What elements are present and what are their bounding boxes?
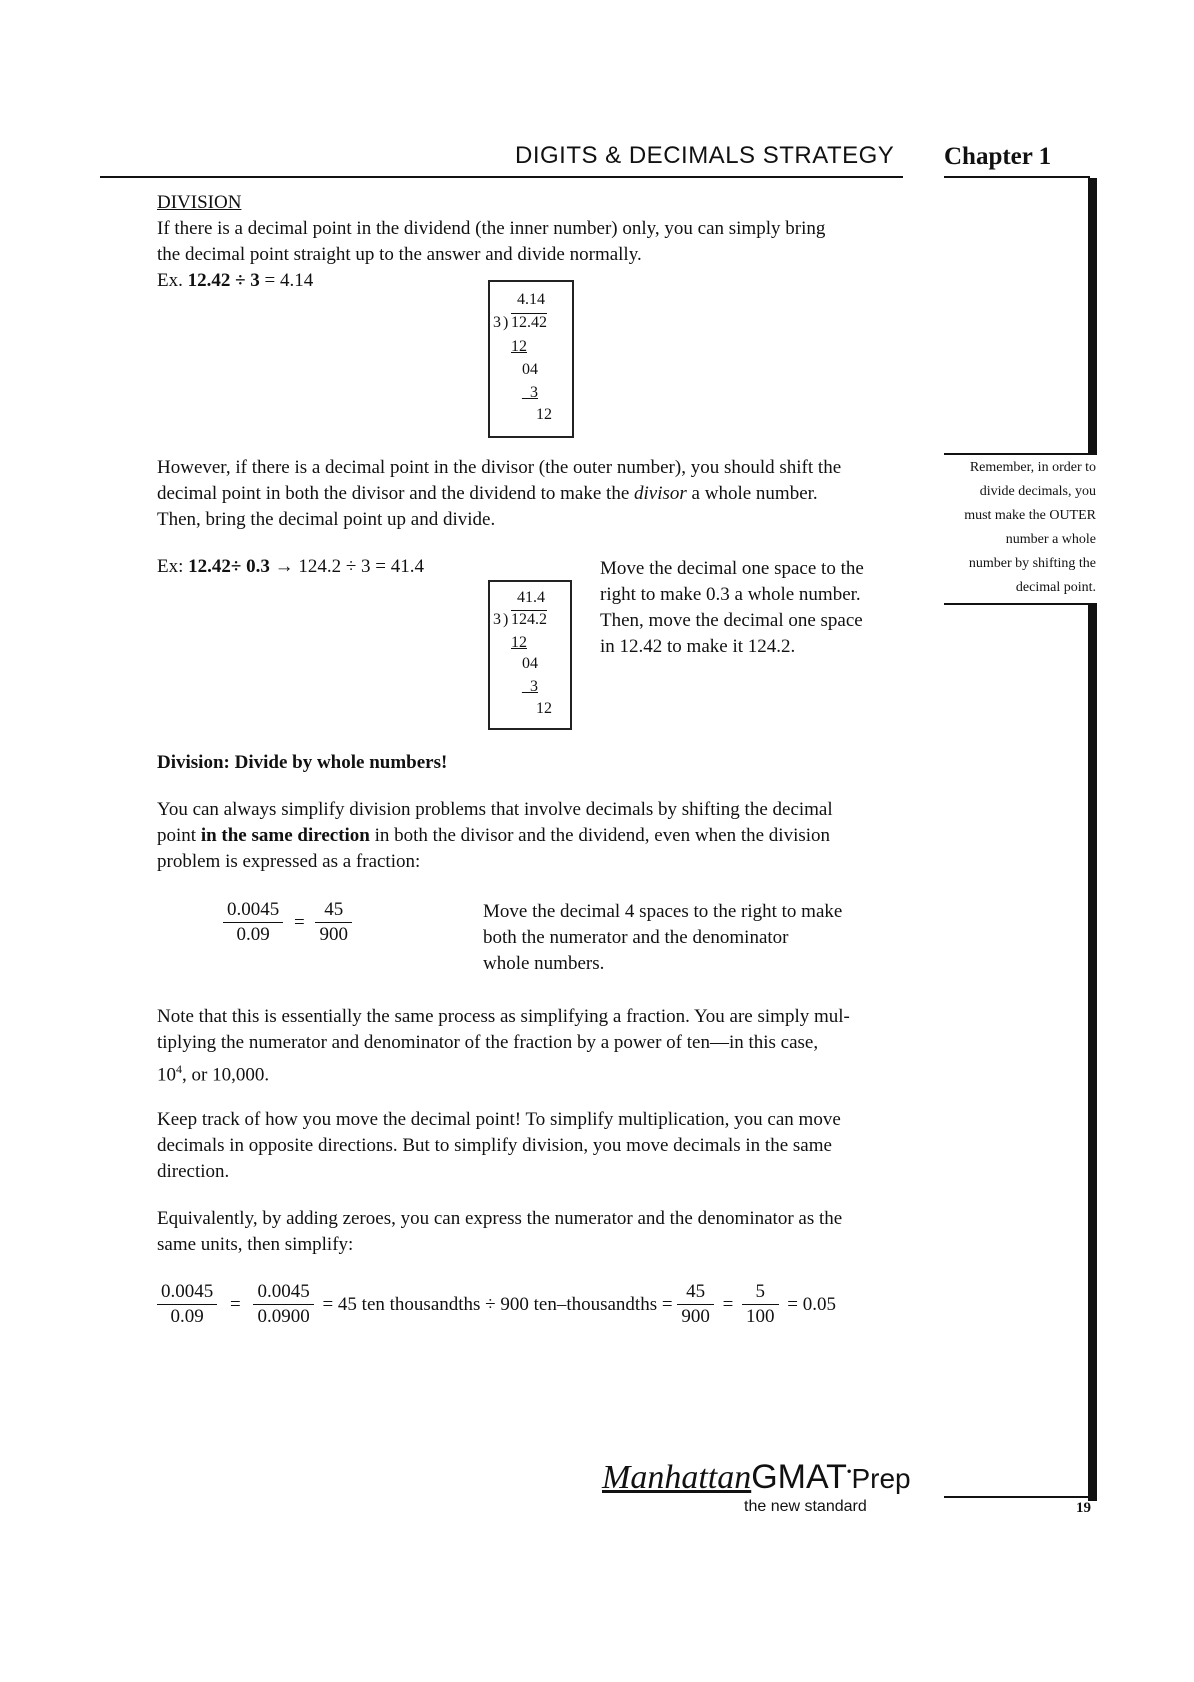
step3-1: _3 — [522, 384, 538, 401]
sidebar-line2: divide decimals, you — [979, 484, 1096, 499]
equals-sign: = — [722, 1293, 734, 1315]
step2-1: 04 — [522, 361, 538, 378]
keep-track-line2: decimals in opposite directions. But to simplify division, you move decimals in the same — [157, 1135, 832, 1156]
division-bracket-2: ) — [503, 611, 509, 628]
sidebar-line5: number by shifting the — [968, 556, 1096, 571]
sidebar-line6: decimal point. — [1015, 580, 1096, 595]
move-4-line1: Move the decimal 4 spaces to the right to make — [483, 901, 843, 922]
fraction-numerator: 5 — [742, 1280, 779, 1305]
equals-sign: = — [230, 1293, 241, 1315]
fraction-denominator: 0.0900 — [257, 1306, 310, 1327]
move-note-line4: in 12.42 to make it 124.2. — [600, 636, 796, 657]
fraction-example — [223, 898, 352, 947]
move-4-line2: both the numerator and the denominator — [483, 927, 789, 948]
division-heading: DIVISION — [157, 192, 242, 213]
move-note-line1: Move the decimal one space to the — [600, 558, 864, 579]
note-line3-rest: , or 10,000. — [182, 1064, 270, 1086]
page-number: 19 — [1076, 1500, 1091, 1516]
header-rule — [100, 176, 903, 178]
division-bracket-1: ) — [503, 314, 509, 331]
brand-dot: • — [846, 1463, 852, 1479]
dividend-1: 12.42 — [511, 314, 547, 331]
divisor-para-line2 — [157, 481, 818, 507]
division-intro-line1: If there is a decimal point in the dividend (the inner number) only, you can simply bring — [157, 218, 826, 239]
fraction-denominator: 900 — [681, 1306, 710, 1327]
margin-bar-bottom — [1088, 603, 1097, 1501]
sidebar-line4: number a whole — [1005, 532, 1096, 547]
step2-2: 04 — [522, 655, 538, 672]
sidebar-line3: must make the OUTER — [964, 508, 1096, 523]
fraction-numerator: 0.0045 — [223, 898, 283, 923]
keep-track-line1: Keep track of how you move the decimal point! To simplify multiplication, you can move — [157, 1109, 841, 1130]
brand-logo — [602, 1458, 911, 1497]
divisor-para-line2-end: a whole number. — [686, 483, 818, 504]
simplify-para-line2-post: in both the divisor and the dividend, even when the division — [369, 825, 831, 846]
step3-1-value: 3 — [530, 384, 538, 401]
quotient-1: 4.14 — [517, 291, 545, 308]
note-line2: tiplying the numerator and denominator of the fraction by a power of ten—in this case, — [157, 1032, 819, 1053]
note-line1: Note that this is essentially the same process as simplifying a fraction. You are simply mul- — [157, 1006, 850, 1027]
equals-sign: = — [294, 911, 305, 933]
simplify-para-line3: problem is expressed as a fraction: — [157, 851, 421, 872]
fraction-denominator: 0.09 — [170, 1306, 204, 1327]
fraction-d — [742, 1280, 779, 1329]
dividend-2: 124.2 — [511, 611, 547, 628]
fraction-a — [157, 1280, 217, 1329]
equivalently-line1: Equivalently, by adding zeroes, you can express the numerator and the denominator as the — [157, 1208, 843, 1229]
power-base: 10 — [157, 1064, 176, 1086]
brand-tagline: the new standard — [744, 1498, 867, 1515]
move-note-line2: right to make 0.3 a whole number. — [600, 584, 861, 605]
fraction-denominator: 100 — [746, 1306, 775, 1327]
fraction-numerator: 0.0045 — [253, 1280, 313, 1305]
sidebar-rule-bottom — [944, 603, 1097, 605]
long-division-box-1 — [488, 280, 574, 438]
header-rule-right — [944, 176, 1090, 178]
fraction-0.0045-over-0.09 — [223, 898, 283, 947]
fraction-c — [677, 1280, 714, 1329]
move-4-line3: whole numbers. — [483, 953, 605, 974]
example1-rest: = 4.14 — [259, 270, 314, 291]
simplify-para-line2 — [157, 823, 830, 849]
fraction-denominator: 900 — [319, 924, 348, 945]
sidebar-note — [940, 456, 1096, 600]
chapter-label: Chapter 1 — [944, 143, 1052, 170]
equation-result: = 0.05 — [787, 1293, 836, 1315]
step1-2: 12 — [511, 634, 527, 651]
simplify-para-line2-pre: point — [157, 825, 201, 846]
final-equation — [157, 1280, 836, 1329]
whole-numbers-heading: Division: Divide by whole numbers! — [157, 752, 448, 773]
example2-rest: → 124.2 ÷ 3 = 41.4 — [269, 556, 424, 577]
keep-track-line3: direction. — [157, 1161, 230, 1182]
fraction-numerator: 0.0045 — [157, 1280, 217, 1305]
example1-bold: 12.42 ÷ 3 — [187, 270, 260, 291]
step3-2-value: 3 — [530, 678, 538, 695]
equation-middle-text: = 45 ten thousandths ÷ 900 ten–thousandths = — [322, 1293, 673, 1315]
simplify-para-line1: You can always simplify division problems that involve decimals by shifting the decimal — [157, 799, 833, 820]
step3-2: _3 — [522, 678, 538, 695]
fraction-numerator: 45 — [677, 1280, 714, 1305]
step4-2: 12 — [536, 700, 552, 717]
example1-prefix: Ex. — [157, 270, 188, 291]
example1 — [157, 268, 313, 294]
example2 — [157, 554, 424, 580]
divisor-para-line2-text: decimal point in both the divisor and the dividend to make the — [157, 483, 635, 504]
power-exponent: 4 — [176, 1062, 182, 1076]
same-direction-bold: in the same direction — [200, 825, 370, 846]
example2-bold: 12.42÷ 0.3 — [188, 556, 270, 577]
running-header-title: DIGITS & DECIMALS STRATEGY — [515, 142, 895, 169]
long-division-box-2 — [488, 580, 572, 730]
step1-1: 12 — [511, 338, 527, 355]
footer-rule — [944, 1496, 1097, 1498]
step4-1: 12 — [536, 406, 552, 423]
equivalently-line2: same units, then simplify: — [157, 1234, 354, 1255]
move-note-line3: Then, move the decimal one space — [600, 610, 863, 631]
fraction-denominator: 0.09 — [236, 924, 270, 945]
divisor-2: 3 — [493, 611, 501, 628]
sidebar-line1: Remember, in order to — [969, 460, 1096, 475]
margin-bar-top — [1088, 178, 1097, 454]
divisor-italic: divisor — [634, 483, 687, 504]
sidebar-rule-top — [944, 453, 1097, 455]
quotient-2: 41.4 — [517, 589, 545, 606]
brand-italic: Manhattan — [602, 1459, 752, 1496]
divisor-1: 3 — [493, 314, 501, 331]
divisor-para-line1: However, if there is a decimal point in the divisor (the outer number), you should shift the — [157, 457, 842, 478]
note-line3 — [157, 1056, 269, 1088]
division-intro-line2: the decimal point straight up to the answer and divide normally. — [157, 244, 642, 265]
brand-main: GMAT — [751, 1458, 847, 1496]
fraction-numerator: 45 — [315, 898, 352, 923]
fraction-45-over-900 — [315, 898, 352, 947]
example2-prefix: Ex: — [157, 556, 189, 577]
brand-end: Prep — [851, 1463, 911, 1494]
divisor-para-line3: Then, bring the decimal point up and divide. — [157, 509, 496, 530]
fraction-b — [253, 1280, 313, 1329]
